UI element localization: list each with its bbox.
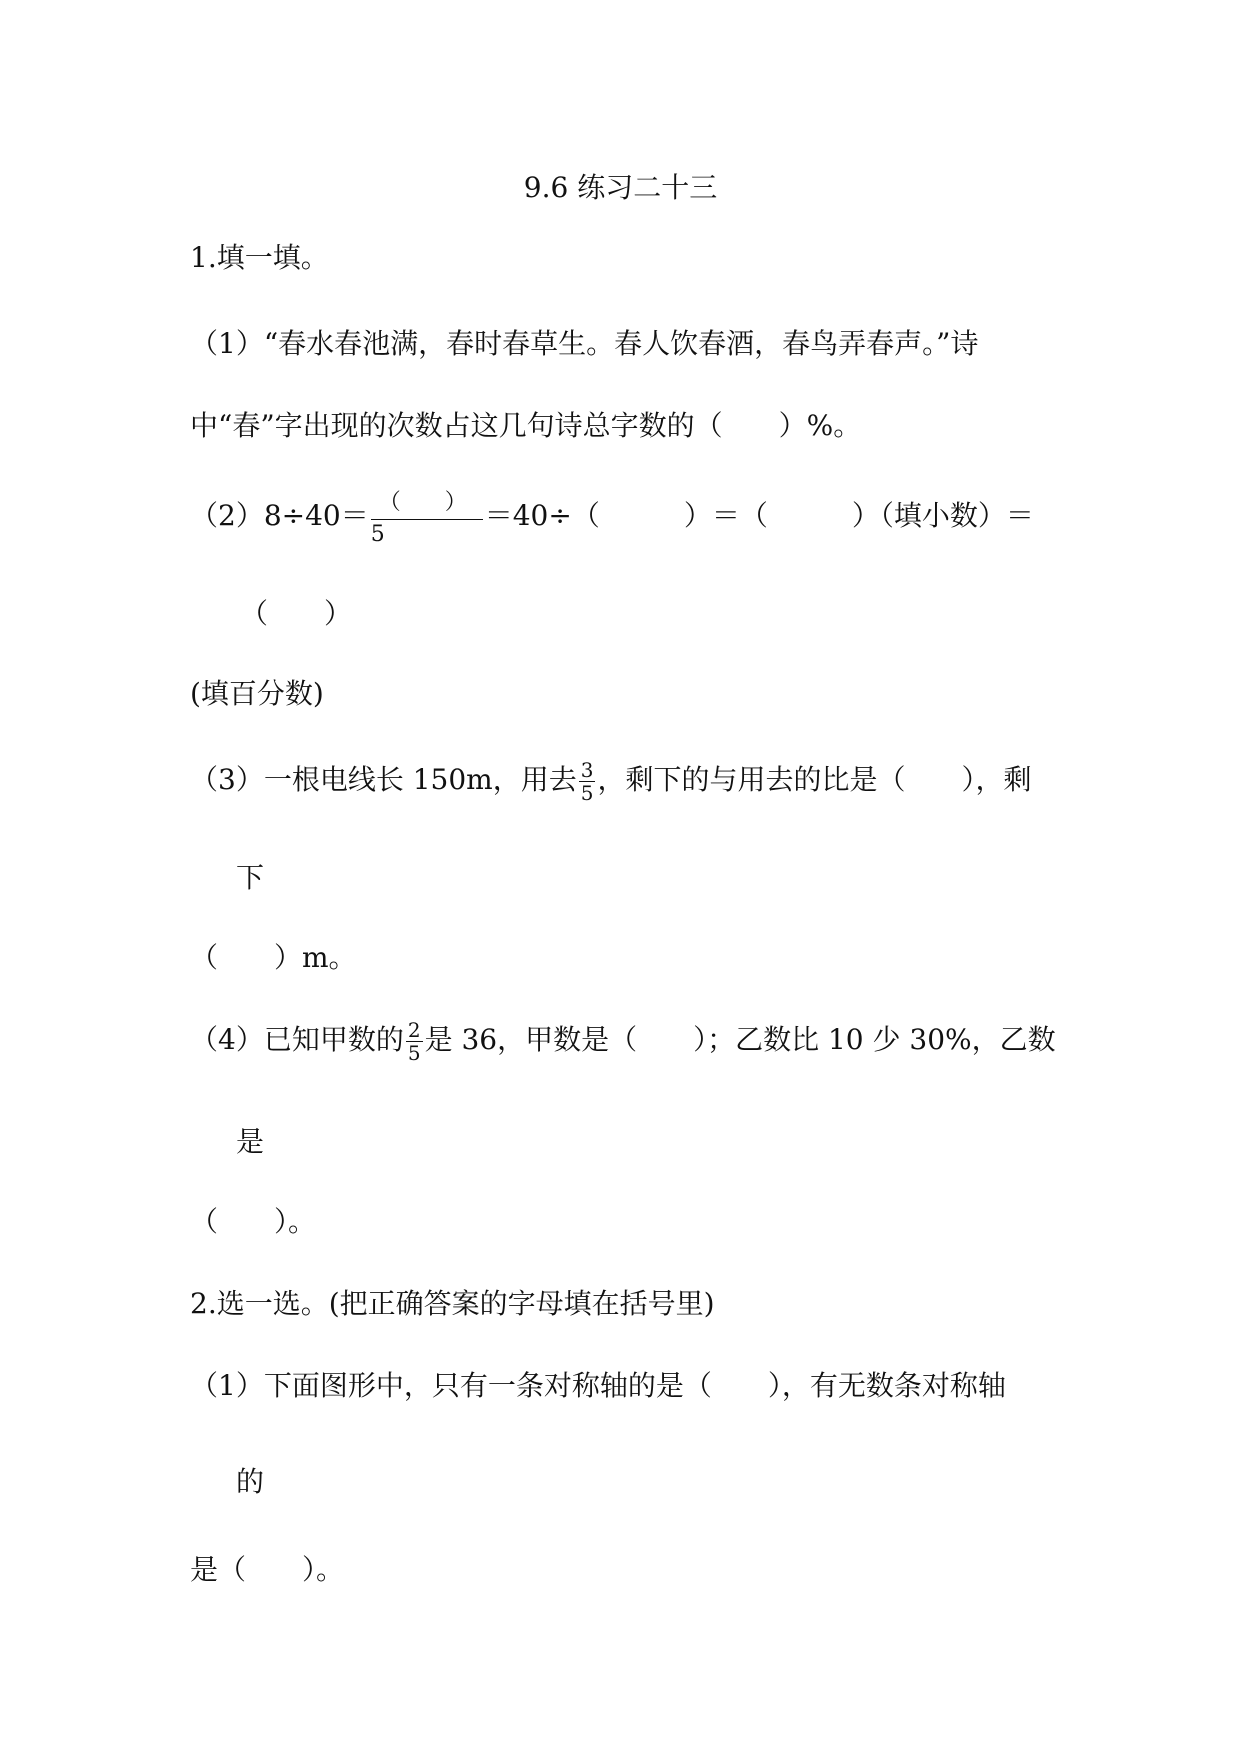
- q1-item3-suffix: ，剩下的与用去的比是（ ），剩: [597, 763, 1032, 796]
- fraction-numerator: 2: [407, 1018, 421, 1042]
- q1-item1-line2: 中“春”字出现的次数占这几句诗总字数的（ ）%。: [190, 409, 862, 442]
- q1-item4-fraction: [406, 1019, 423, 1064]
- q1-item3-prefix: （3）一根电线长 150m，用去: [190, 763, 577, 796]
- q1-item4-line3: （ ）。: [190, 1205, 317, 1238]
- fraction-numerator: 3: [580, 758, 594, 782]
- q1-item3-line2: 下: [236, 861, 265, 894]
- q1-item4-prefix: （4）已知甲数的: [190, 1023, 404, 1056]
- q1-item1-line1: （1）“春水春池满，春时春草生。春人饮春酒，春鸟弄春声。”诗: [190, 327, 979, 360]
- q1-item4-suffix: 是 36，甲数是（ ）；乙数比 10 少 30%，乙数: [424, 1023, 1056, 1056]
- fraction-denominator: 5: [580, 781, 594, 805]
- q1-item2-after-fraction: ＝40÷（ ）＝（ ）（填小数）＝: [484, 499, 1034, 532]
- q2-item1-line2: 的: [236, 1465, 265, 1498]
- question-1-heading: 1.填一填。: [190, 241, 329, 274]
- question-2-heading: 2.选一选。(把正确答案的字母填在括号里): [190, 1287, 715, 1320]
- q1-item2-prefix: （2）8÷40＝: [190, 499, 369, 532]
- q1-item4-line2: 是: [236, 1125, 265, 1158]
- fraction-numerator: （ ）: [378, 489, 467, 515]
- q1-item3-fraction: [579, 759, 596, 804]
- q1-item2-line3: (填百分数): [190, 677, 324, 710]
- q1-item4-line1: [190, 1012, 1056, 1068]
- fraction-denominator: 5: [407, 1041, 421, 1065]
- q2-item1-line1: （1）下面图形中，只有一条对称轴的是（ ），有无数条对称轴: [190, 1369, 1006, 1402]
- q1-item2-line1: [190, 486, 1034, 546]
- q2-item1-line3: 是（ ）。: [190, 1553, 345, 1586]
- q1-item2-line2: （ ）: [240, 597, 353, 630]
- page-title: 9.6 练习二十三: [523, 171, 718, 204]
- q1-item2-fraction: [371, 488, 483, 548]
- q1-item3-line1: [190, 752, 1031, 808]
- q1-item3-line3: （ ）m。: [190, 941, 357, 974]
- fraction-denominator: 5: [370, 521, 385, 547]
